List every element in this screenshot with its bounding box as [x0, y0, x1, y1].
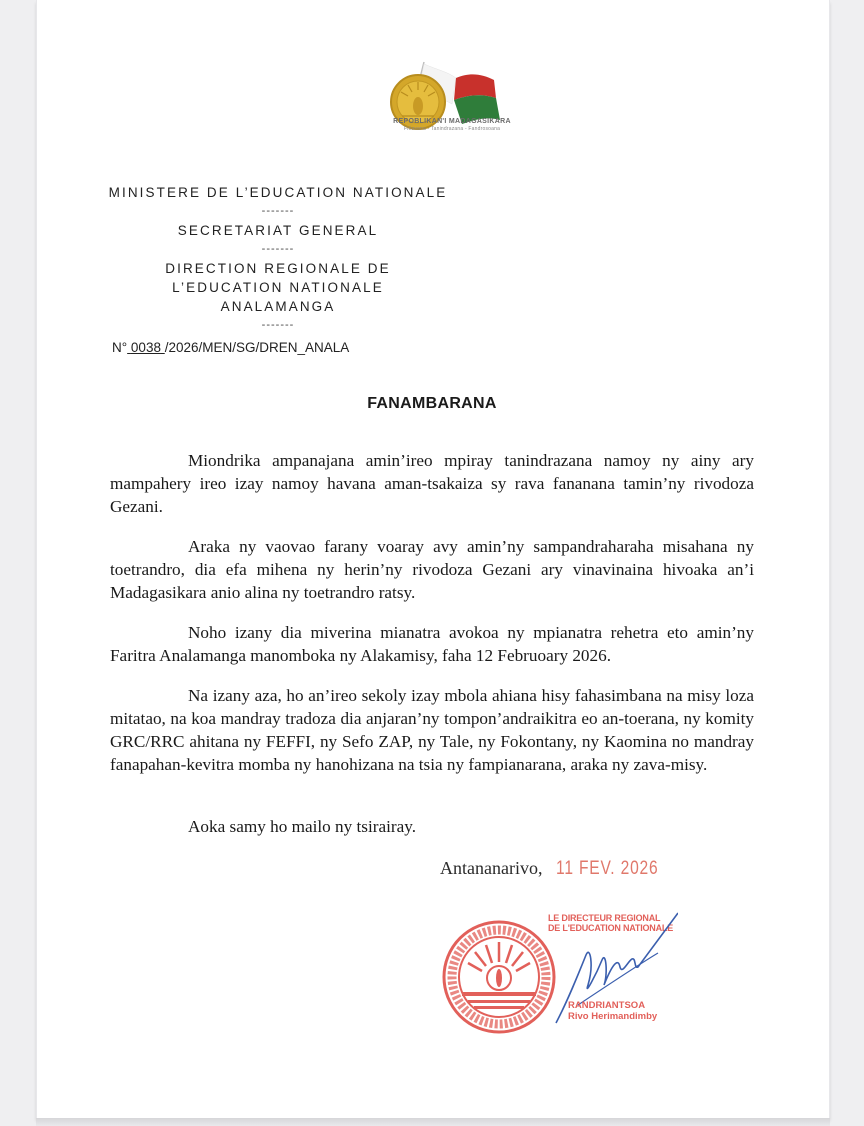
paragraph-2: Araka ny vaovao farany voaray avy amin’ny sampandraharaha misahana ny toetrandro, dia efa mihena ny herin’ny rivodoza Gezani ary vinavinaina hivoaka an’i Madagasikara anio alina ny toetrandro ratsy. — [110, 537, 754, 602]
separator: ------- — [261, 205, 295, 217]
paragraph-5: Aoka samy ho mailo ny tsirairay. — [188, 817, 417, 836]
place: Antananarivo, — [440, 858, 543, 878]
official-seal-icon — [440, 918, 558, 1036]
place-and-date — [440, 858, 682, 880]
paragraph-1: Miondrika ampanajana amin’ireo mpiray tanindrazana namoy ny ainy ary mampahery ireo izay namoy havana aman-tsakaiza sy rava fananana tamin’ny rivodoza Gezani. — [110, 451, 754, 516]
letterhead — [96, 183, 460, 335]
direction-line-2: L’EDUCATION NATIONALE — [172, 280, 384, 295]
direction-line-1: DIRECTION REGIONALE DE — [165, 261, 391, 276]
date-stamp: 11 FEV. 2026 — [556, 858, 660, 879]
paragraph-3: Noho izany dia miverina mianatra avokoa ny mpianatra rehetra eto amin’ny Faritra Analamanga manomboka ny Alakamisy, faha 12 Februoary 2026. — [110, 623, 754, 665]
republic-name: REPOBLIKAN'I MADAGASIKARA — [393, 118, 511, 125]
signatory-title: LE DIRECTEUR REGIONAL DE L'EDUCATION NATIONALE — [548, 913, 674, 933]
ministry-name: MINISTERE DE L’EDUCATION NATIONALE — [108, 185, 448, 200]
reference-suffix: /2026/MEN/SG/DREN_ANALA — [164, 340, 350, 355]
reference-prefix: N° — [112, 340, 128, 355]
reference-number — [112, 340, 349, 355]
reference-num: 0038 — [130, 340, 161, 355]
page-edge-shadow — [36, 1118, 830, 1126]
separator: ------- — [261, 243, 295, 255]
paragraph-4: Na izany aza, ho an’ireo sekoly izay mbola ahiana hisy fahasimbana na misy loza mitatao, na koa mandray tradoza dia anjaran’ny tompon’andraikitra eo an-toerana, ny komity GRC/RRC ahitana ny FEFFI, ny Sefo ZAP, ny Tale, ny Fokontany, ny Kaomina no mandray fanapahan-kevitra momba ny hanohizana na tsia ny fampianarana, araka ny zava-misy. — [110, 686, 754, 774]
direction-line-3: ANALAMANGA — [220, 299, 336, 314]
signatory-name: RANDRIANTSOA Rivo Herimandimby — [568, 1000, 658, 1022]
secretariat-name: SECRETARIAT GENERAL — [177, 223, 379, 238]
emblem-caption — [362, 118, 542, 132]
national-motto: Fitiavana - Tanindrazana - Fandrosoana — [403, 126, 501, 132]
separator: ------- — [261, 319, 295, 331]
document-title: FANAMBARANA — [367, 395, 497, 412]
